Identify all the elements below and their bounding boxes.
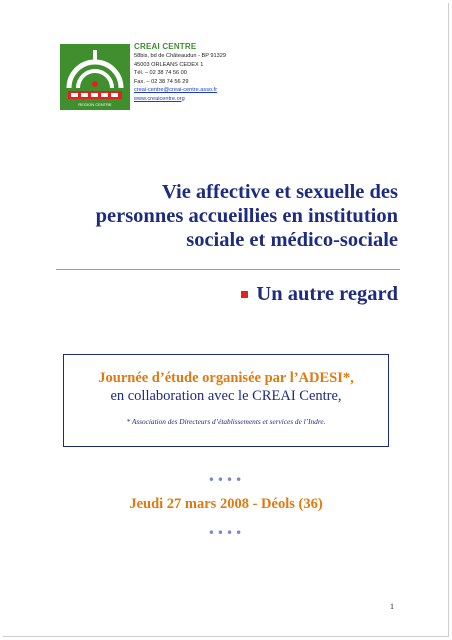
separator-dots-bottom: •••• (207, 526, 245, 540)
phone-number: Tél. – 02 38 74 56 00 (134, 70, 187, 76)
adesi-footnote: * Association des Directeurs d’établissements et services de l’Indre. (126, 417, 326, 426)
contact-block (134, 42, 226, 103)
website-link[interactable]: www.creaicentre.org (134, 95, 185, 102)
title-divider (56, 269, 400, 270)
separator-dots-top: •••• (207, 473, 245, 487)
address-line-2: 45003 ORLEANS CEDEX 1 (134, 61, 204, 68)
subtitle-text: Un autre regard (256, 283, 398, 305)
document-subtitle (241, 282, 398, 306)
title-line-2: personnes accueillies en institution (95, 205, 398, 227)
logo-subtitle: REGION CENTRE (78, 102, 112, 107)
title-line-3: sociale et médico-sociale (186, 229, 398, 251)
collaboration-line: en collaboration avec le CREAI Centre, (110, 388, 342, 404)
address-line-1: 58bis, bd de Châteaudun - BP 91329 (134, 53, 226, 59)
organizer-line: Journée d’étude organisée par l’ADESI*, (98, 370, 354, 386)
title-line-1: Vie affective et sexuelle des (161, 181, 398, 203)
event-date: Jeudi 27 mars 2008 - Déols (36) (129, 496, 323, 512)
email-link[interactable]: creai-centre@creai-centre.asso.fr (134, 87, 218, 93)
organization-name: CREAI CENTRE (134, 42, 197, 51)
creai-emblem-icon (60, 44, 130, 110)
page-number: 1 (390, 602, 394, 611)
fax-number: Fax. – 02 38 74 56 29 (134, 78, 189, 85)
event-info-box (63, 354, 389, 447)
creai-logo (60, 44, 130, 110)
red-square-icon (241, 291, 248, 298)
document-title (38, 180, 398, 252)
